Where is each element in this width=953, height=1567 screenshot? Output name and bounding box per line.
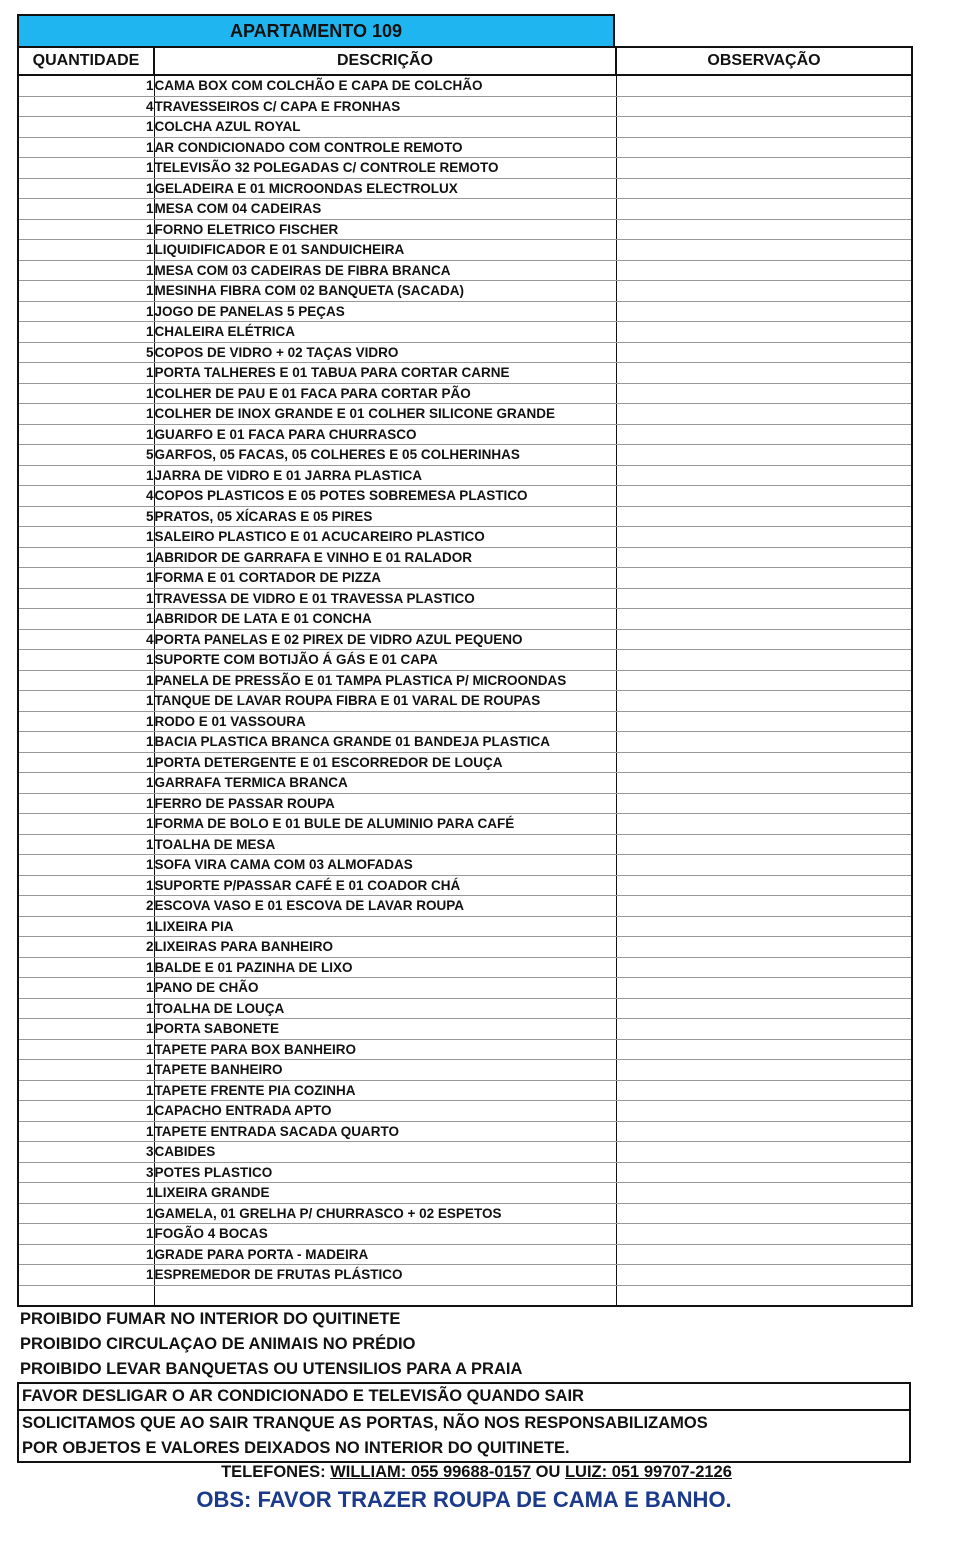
item-quantity: 1 <box>18 547 154 568</box>
item-observation <box>616 342 912 363</box>
item-description: CABIDES <box>154 1142 616 1163</box>
item-observation <box>616 568 912 589</box>
item-observation <box>616 629 912 650</box>
item-quantity: 1 <box>18 691 154 712</box>
inventory-sheet <box>17 14 911 1307</box>
item-observation <box>616 1162 912 1183</box>
item-quantity: 5 <box>18 342 154 363</box>
item-description: TAPETE PARA BOX BANHEIRO <box>154 1039 616 1060</box>
item-description: TAPETE FRENTE PIA COZINHA <box>154 1080 616 1101</box>
item-description: LIXEIRA GRANDE <box>154 1183 616 1204</box>
table-row <box>18 506 912 527</box>
item-quantity: 5 <box>18 506 154 527</box>
item-observation <box>616 855 912 876</box>
item-quantity: 1 <box>18 609 154 630</box>
item-quantity: 1 <box>18 978 154 999</box>
item-observation <box>616 1060 912 1081</box>
item-quantity: 1 <box>18 957 154 978</box>
item-observation <box>616 957 912 978</box>
item-quantity: 1 <box>18 75 154 96</box>
header-quantity: QUANTIDADE <box>18 47 154 75</box>
table-row <box>18 404 912 425</box>
title-row <box>17 14 911 46</box>
table-row <box>18 178 912 199</box>
item-quantity: 1 <box>18 670 154 691</box>
item-description: JARRA DE VIDRO E 01 JARRA PLASTICA <box>154 465 616 486</box>
item-quantity: 1 <box>18 1101 154 1122</box>
rules-section <box>17 1307 911 1463</box>
item-observation <box>616 998 912 1019</box>
item-description: SOFA VIRA CAMA COM 03 ALMOFADAS <box>154 855 616 876</box>
table-row <box>18 1101 912 1122</box>
item-observation <box>616 834 912 855</box>
table-row <box>18 650 912 671</box>
table-row <box>18 998 912 1019</box>
item-description: GARFOS, 05 FACAS, 05 COLHERES E 05 COLHERINHAS <box>154 445 616 466</box>
item-description: GRADE PARA PORTA - MADEIRA <box>154 1244 616 1265</box>
table-row <box>18 711 912 732</box>
item-quantity: 1 <box>18 240 154 261</box>
item-description: JOGO DE PANELAS 5 PEÇAS <box>154 301 616 322</box>
item-description: TELEVISÃO 32 POLEGADAS C/ CONTROLE REMOTO <box>154 158 616 179</box>
table-row <box>18 527 912 548</box>
item-quantity: 1 <box>18 137 154 158</box>
table-row <box>18 609 912 630</box>
item-description: RODO E 01 VASSOURA <box>154 711 616 732</box>
item-description: MESA COM 03 CADEIRAS DE FIBRA BRANCA <box>154 260 616 281</box>
apartment-title: APARTAMENTO 109 <box>17 14 615 46</box>
table-row <box>18 1183 912 1204</box>
table-row <box>18 752 912 773</box>
table-row <box>18 424 912 445</box>
item-quantity: 1 <box>18 814 154 835</box>
item-observation <box>616 793 912 814</box>
table-row <box>18 916 912 937</box>
header-description: DESCRIÇÃO <box>154 47 616 75</box>
item-observation <box>616 670 912 691</box>
item-quantity: 1 <box>18 1019 154 1040</box>
table-row <box>18 137 912 158</box>
table-row <box>18 1265 912 1286</box>
table-row <box>18 281 912 302</box>
item-quantity: 1 <box>18 1224 154 1245</box>
table-row <box>18 1039 912 1060</box>
item-quantity: 1 <box>18 404 154 425</box>
item-description: POTES PLASTICO <box>154 1162 616 1183</box>
table-row <box>18 240 912 261</box>
item-description: TOALHA DE MESA <box>154 834 616 855</box>
item-quantity: 1 <box>18 568 154 589</box>
item-quantity: 1 <box>18 1060 154 1081</box>
item-observation <box>616 527 912 548</box>
item-quantity: 1 <box>18 1080 154 1101</box>
item-description: GARRAFA TERMICA BRANCA <box>154 773 616 794</box>
item-observation <box>616 650 912 671</box>
item-description: PORTA DETERGENTE E 01 ESCORREDOR DE LOUÇA <box>154 752 616 773</box>
item-description: CHALEIRA ELÉTRICA <box>154 322 616 343</box>
item-quantity: 1 <box>18 650 154 671</box>
phone-william: WILLIAM: 055 99688-0157 <box>330 1463 532 1481</box>
item-observation <box>616 424 912 445</box>
table-row <box>18 773 912 794</box>
table-row <box>18 588 912 609</box>
item-observation <box>616 978 912 999</box>
item-observation <box>616 137 912 158</box>
header-observation: OBSERVAÇÃO <box>616 47 912 75</box>
item-quantity: 1 <box>18 732 154 753</box>
item-observation <box>616 588 912 609</box>
item-description: CAPACHO ENTRADA APTO <box>154 1101 616 1122</box>
item-description: ABRIDOR DE GARRAFA E VINHO E 01 RALADOR <box>154 547 616 568</box>
item-observation <box>616 1183 912 1204</box>
item-quantity: 1 <box>18 916 154 937</box>
item-quantity: 1 <box>18 711 154 732</box>
item-quantity: 1 <box>18 199 154 220</box>
item-quantity: 1 <box>18 260 154 281</box>
table-row <box>18 363 912 384</box>
inventory-table <box>17 46 913 1307</box>
item-quantity: 1 <box>18 301 154 322</box>
table-row <box>18 1244 912 1265</box>
item-observation <box>616 383 912 404</box>
item-description: GELADEIRA E 01 MICROONDAS ELECTROLUX <box>154 178 616 199</box>
item-quantity: 1 <box>18 281 154 302</box>
table-row <box>18 445 912 466</box>
item-quantity: 1 <box>18 1121 154 1142</box>
item-description: MESINHA FIBRA COM 02 BANQUETA (SACADA) <box>154 281 616 302</box>
item-quantity: 4 <box>18 486 154 507</box>
item-quantity: 2 <box>18 896 154 917</box>
table-row <box>18 75 912 96</box>
item-observation <box>616 363 912 384</box>
item-observation <box>616 1203 912 1224</box>
item-description: FORMA DE BOLO E 01 BULE DE ALUMINIO PARA CAFÉ <box>154 814 616 835</box>
item-quantity: 1 <box>18 1265 154 1286</box>
table-row <box>18 937 912 958</box>
notice-responsibility: POR OBJETOS E VALORES DEIXADOS NO INTERIOR DO QUITINETE. <box>22 1439 570 1457</box>
obs-note: OBS: FAVOR TRAZER ROUPA DE CAMA E BANHO. <box>196 1487 732 1512</box>
table-row <box>18 855 912 876</box>
table-row <box>18 957 912 978</box>
item-quantity: 1 <box>18 527 154 548</box>
item-description: ESCOVA VASO E 01 ESCOVA DE LAVAR ROUPA <box>154 896 616 917</box>
item-observation <box>616 486 912 507</box>
table-row <box>18 96 912 117</box>
item-description: PORTA PANELAS E 02 PIREX DE VIDRO AZUL PEQUENO <box>154 629 616 650</box>
table-row <box>18 1142 912 1163</box>
item-observation <box>616 1101 912 1122</box>
table-row <box>18 1224 912 1245</box>
table-row <box>18 691 912 712</box>
item-observation <box>616 240 912 261</box>
item-quantity: 3 <box>18 1162 154 1183</box>
table-row <box>18 465 912 486</box>
item-description: TOALHA DE LOUÇA <box>154 998 616 1019</box>
table-row <box>18 322 912 343</box>
item-observation <box>616 445 912 466</box>
item-observation <box>616 1224 912 1245</box>
item-quantity: 1 <box>18 424 154 445</box>
item-observation <box>616 404 912 425</box>
table-row <box>18 547 912 568</box>
item-observation <box>616 1244 912 1265</box>
item-quantity: 1 <box>18 363 154 384</box>
item-description: PRATOS, 05 XÍCARAS E 05 PIRES <box>154 506 616 527</box>
table-row <box>18 568 912 589</box>
table-row <box>18 158 912 179</box>
item-quantity: 1 <box>18 465 154 486</box>
item-observation <box>616 752 912 773</box>
table-row <box>18 834 912 855</box>
item-observation <box>616 506 912 527</box>
item-observation <box>616 199 912 220</box>
item-description: GUARFO E 01 FACA PARA CHURRASCO <box>154 424 616 445</box>
rule-no-beach-items: PROIBIDO LEVAR BANQUETAS OU UTENSILIOS PARA A PRAIA <box>20 1360 523 1378</box>
item-description: SUPORTE P/PASSAR CAFÉ E 01 COADOR CHÁ <box>154 875 616 896</box>
item-quantity: 1 <box>18 1039 154 1060</box>
item-quantity <box>18 1285 154 1306</box>
table-row <box>18 732 912 753</box>
item-description: CAMA BOX COM COLCHÃO E CAPA DE COLCHÃO <box>154 75 616 96</box>
item-observation <box>616 117 912 138</box>
item-quantity: 2 <box>18 937 154 958</box>
item-observation <box>616 875 912 896</box>
item-description: ABRIDOR DE LATA E 01 CONCHA <box>154 609 616 630</box>
notice-box <box>17 1382 911 1463</box>
item-observation <box>616 178 912 199</box>
item-description: BACIA PLASTICA BRANCA GRANDE 01 BANDEJA PLASTICA <box>154 732 616 753</box>
item-observation <box>616 814 912 835</box>
item-quantity: 1 <box>18 1244 154 1265</box>
item-description: PANELA DE PRESSÃO E 01 TAMPA PLASTICA P/ MICROONDAS <box>154 670 616 691</box>
item-quantity: 1 <box>18 1183 154 1204</box>
table-row <box>18 670 912 691</box>
phone-luiz: LUIZ: 051 99707-2126 <box>564 1463 732 1481</box>
item-description: PANO DE CHÃO <box>154 978 616 999</box>
table-row <box>18 383 912 404</box>
item-description: SUPORTE COM BOTIJÃO Á GÁS E 01 CAPA <box>154 650 616 671</box>
item-description: COPOS DE VIDRO + 02 TAÇAS VIDRO <box>154 342 616 363</box>
phones-line <box>0 1463 953 1482</box>
rule-no-animals: PROIBIDO CIRCULAÇAO DE ANIMAIS NO PRÉDIO <box>20 1335 416 1353</box>
item-description: TRAVESSA DE VIDRO E 01 TRAVESSA PLASTICO <box>154 588 616 609</box>
item-quantity: 1 <box>18 1203 154 1224</box>
item-quantity: 1 <box>18 219 154 240</box>
table-row <box>18 117 912 138</box>
item-quantity: 1 <box>18 834 154 855</box>
item-description: BALDE E 01 PAZINHA DE LIXO <box>154 957 616 978</box>
item-quantity: 1 <box>18 158 154 179</box>
item-observation <box>616 1142 912 1163</box>
table-row <box>18 1121 912 1142</box>
notice-ac-tv: FAVOR DESLIGAR O AR CONDICIONADO E TELEVISÃO QUANDO SAIR <box>22 1387 584 1405</box>
item-observation <box>616 96 912 117</box>
table-row <box>18 978 912 999</box>
item-description: ESPREMEDOR DE FRUTAS PLÁSTICO <box>154 1265 616 1286</box>
item-quantity: 1 <box>18 588 154 609</box>
item-description: TRAVESSEIROS C/ CAPA E FRONHAS <box>154 96 616 117</box>
table-row <box>18 793 912 814</box>
item-observation <box>616 691 912 712</box>
item-observation <box>616 1039 912 1060</box>
table-header-row <box>18 47 912 75</box>
item-description: TAPETE BANHEIRO <box>154 1060 616 1081</box>
table-row <box>18 1060 912 1081</box>
item-observation <box>616 158 912 179</box>
item-observation <box>616 773 912 794</box>
notice-lock-doors: SOLICITAMOS QUE AO SAIR TRANQUE AS PORTAS, NÃO NOS RESPONSABILIZAMOS <box>19 1409 909 1436</box>
table-row <box>18 260 912 281</box>
item-observation <box>616 547 912 568</box>
item-observation <box>616 1121 912 1142</box>
item-observation <box>616 465 912 486</box>
table-row <box>18 486 912 507</box>
item-quantity: 1 <box>18 855 154 876</box>
table-row <box>18 1285 912 1306</box>
item-description: LIXEIRAS PARA BANHEIRO <box>154 937 616 958</box>
item-observation <box>616 711 912 732</box>
item-description: COLCHA AZUL ROYAL <box>154 117 616 138</box>
item-description: FORNO ELETRICO FISCHER <box>154 219 616 240</box>
item-observation <box>616 260 912 281</box>
item-quantity: 1 <box>18 117 154 138</box>
rule-no-smoking: PROIBIDO FUMAR NO INTERIOR DO QUITINETE <box>20 1310 401 1328</box>
item-description: PORTA SABONETE <box>154 1019 616 1040</box>
table-row <box>18 629 912 650</box>
item-description: COPOS PLASTICOS E 05 POTES SOBREMESA PLASTICO <box>154 486 616 507</box>
item-description: COLHER DE INOX GRANDE E 01 COLHER SILICONE GRANDE <box>154 404 616 425</box>
item-description: PORTA TALHERES E 01 TABUA PARA CORTAR CARNE <box>154 363 616 384</box>
item-description: FERRO DE PASSAR ROUPA <box>154 793 616 814</box>
inventory-body <box>18 75 912 1306</box>
item-observation <box>616 1080 912 1101</box>
item-quantity: 1 <box>18 178 154 199</box>
table-row <box>18 896 912 917</box>
table-row <box>18 875 912 896</box>
item-description: FOGÃO 4 BOCAS <box>154 1224 616 1245</box>
item-observation <box>616 732 912 753</box>
item-observation <box>616 301 912 322</box>
item-quantity: 1 <box>18 793 154 814</box>
item-observation <box>616 609 912 630</box>
table-row <box>18 199 912 220</box>
phones-or: OU <box>535 1463 561 1481</box>
item-description: GAMELA, 01 GRELHA P/ CHURRASCO + 02 ESPETOS <box>154 1203 616 1224</box>
table-row <box>18 1162 912 1183</box>
table-row <box>18 1203 912 1224</box>
table-row <box>18 301 912 322</box>
item-quantity: 1 <box>18 875 154 896</box>
item-quantity: 4 <box>18 629 154 650</box>
item-observation <box>616 75 912 96</box>
item-description: MESA COM 04 CADEIRAS <box>154 199 616 220</box>
item-quantity: 1 <box>18 752 154 773</box>
item-observation <box>616 1019 912 1040</box>
item-description: SALEIRO PLASTICO E 01 ACUCAREIRO PLASTICO <box>154 527 616 548</box>
table-row <box>18 1019 912 1040</box>
item-quantity: 5 <box>18 445 154 466</box>
item-description: LIQUIDIFICADOR E 01 SANDUICHEIRA <box>154 240 616 261</box>
item-quantity: 1 <box>18 383 154 404</box>
item-quantity: 1 <box>18 322 154 343</box>
item-observation <box>616 219 912 240</box>
item-description: LIXEIRA PIA <box>154 916 616 937</box>
item-quantity: 1 <box>18 773 154 794</box>
item-quantity: 3 <box>18 1142 154 1163</box>
phones-label: TELEFONES: <box>221 1463 326 1481</box>
table-row <box>18 219 912 240</box>
item-description: AR CONDICIONADO COM CONTROLE REMOTO <box>154 137 616 158</box>
table-row <box>18 1080 912 1101</box>
item-observation <box>616 281 912 302</box>
item-observation <box>616 916 912 937</box>
item-quantity: 1 <box>18 998 154 1019</box>
item-observation <box>616 937 912 958</box>
item-description: TANQUE DE LAVAR ROUPA FIBRA E 01 VARAL DE ROUPAS <box>154 691 616 712</box>
item-description: COLHER DE PAU E 01 FACA PARA CORTAR PÃO <box>154 383 616 404</box>
item-description <box>154 1285 616 1306</box>
item-description: FORMA E 01 CORTADOR DE PIZZA <box>154 568 616 589</box>
item-observation <box>616 896 912 917</box>
item-description: TAPETE ENTRADA SACADA QUARTO <box>154 1121 616 1142</box>
item-observation <box>616 1285 912 1306</box>
table-row <box>18 814 912 835</box>
table-row <box>18 342 912 363</box>
item-observation <box>616 322 912 343</box>
item-observation <box>616 1265 912 1286</box>
item-quantity: 4 <box>18 96 154 117</box>
